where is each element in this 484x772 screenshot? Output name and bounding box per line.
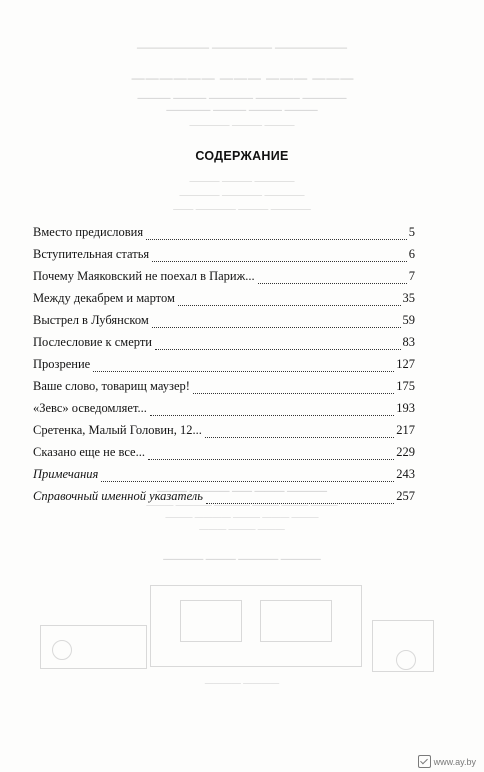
checkmark-logo-icon [418,755,431,768]
toc-dot-leader [178,305,401,306]
toc-entry-page: 243 [396,467,415,481]
toc-entry-page: 257 [396,489,415,503]
toc-entry [33,309,415,331]
toc-dot-leader [206,503,394,504]
toc-entry [33,287,415,309]
site-watermark [418,755,476,768]
toc-entry-page: 229 [396,445,415,459]
toc-entry-page: 175 [396,379,415,393]
toc-entry [33,375,415,397]
toc-dot-leader [101,481,394,482]
toc-entry [33,265,415,287]
toc-dot-leader [148,459,394,460]
toc-entry-page: 83 [402,335,415,349]
toc-entry [33,331,415,353]
toc-entry-title: Ваше слово, товарищ маузер! [33,379,190,393]
toc-entry-page: 217 [396,423,415,437]
toc-entry-title: Сказано еще не все... [33,445,145,459]
toc-entry-page: 7 [408,269,415,283]
toc-entry-title: Вместо предисловия [33,225,144,239]
toc-dot-leader [152,261,407,262]
toc-entry-page: 127 [396,357,415,371]
toc-entry-title: Почему Маяковский не поехал в Париж... [33,269,255,283]
toc-entry-title: Примечания [33,467,99,481]
toc-entry-title: Прозрение [33,357,91,371]
toc-entry-page: 5 [408,225,415,239]
toc-entry-page: 35 [402,291,415,305]
toc-entry [33,221,415,243]
toc-dot-leader [152,327,401,328]
toc-entry-title: Между декабрем и мартом [33,291,175,305]
toc-dot-leader [258,283,407,284]
toc-entry-title: Выстрел в Лубянском [33,313,149,327]
toc-dot-leader [93,371,394,372]
toc-entry-title: Вступительная статья [33,247,150,261]
toc-entry [33,353,415,375]
toc-entry-title: «Зевс» осведомляет... [33,401,147,415]
toc-dot-leader [150,415,394,416]
toc-dot-leader [146,239,407,240]
contents-heading: СОДЕРЖАНИЕ [195,149,289,163]
toc-entry-title: Справочный именной указатель [33,489,203,503]
toc-entry [33,397,415,419]
toc-entry-page: 59 [402,313,415,327]
toc-entry-title: Сретенка, Малый Головин, 12... [33,423,202,437]
toc-entry [33,463,415,485]
table-of-contents [33,221,415,507]
toc-entry [33,485,415,507]
toc-dot-leader [193,393,394,394]
toc-entry-title: Послесловие к смерти [33,335,152,349]
book-page: —————— ————— —————— ——— ——— ——— —————— ———— ———— ———— ——— ——— ——— ——— ——— ———— ——— ——— ———— ———— ——— ——— ———— ———— ———— ———— ——— ———— —— ———— ——— —— ———— ——— ——— ——— ——— ———— ———— ——— ——— ——— ——— ———— ——— ——— ——— ——— ———— ———— ——— ———— ———— ———— СОДЕРЖАНИЕ Вместо предисловия 5 Вступительная статья 6 Почему Маяковский не поехал в Париж... 7 Между декабрем и мартом 35 Выстрел в Лубянском 59 Послесловие к смерти 83 Прозрение 127 Ваше слово, товарищ маузер! 175 «Зевс» осведомляет... 193 Сретенка, Малый Головин, 12... 217 Сказано еще не все... 229 Примечания 243 Справочный именной указатель 257 www.ay.by [0,0,484,772]
watermark-text: www.ay.by [433,756,476,767]
toc-entry-page: 193 [396,401,415,415]
toc-entry [33,419,415,441]
toc-entry-page: 6 [408,247,415,261]
toc-entry [33,243,415,265]
toc-dot-leader [205,437,394,438]
toc-dot-leader [155,349,401,350]
toc-entry [33,441,415,463]
